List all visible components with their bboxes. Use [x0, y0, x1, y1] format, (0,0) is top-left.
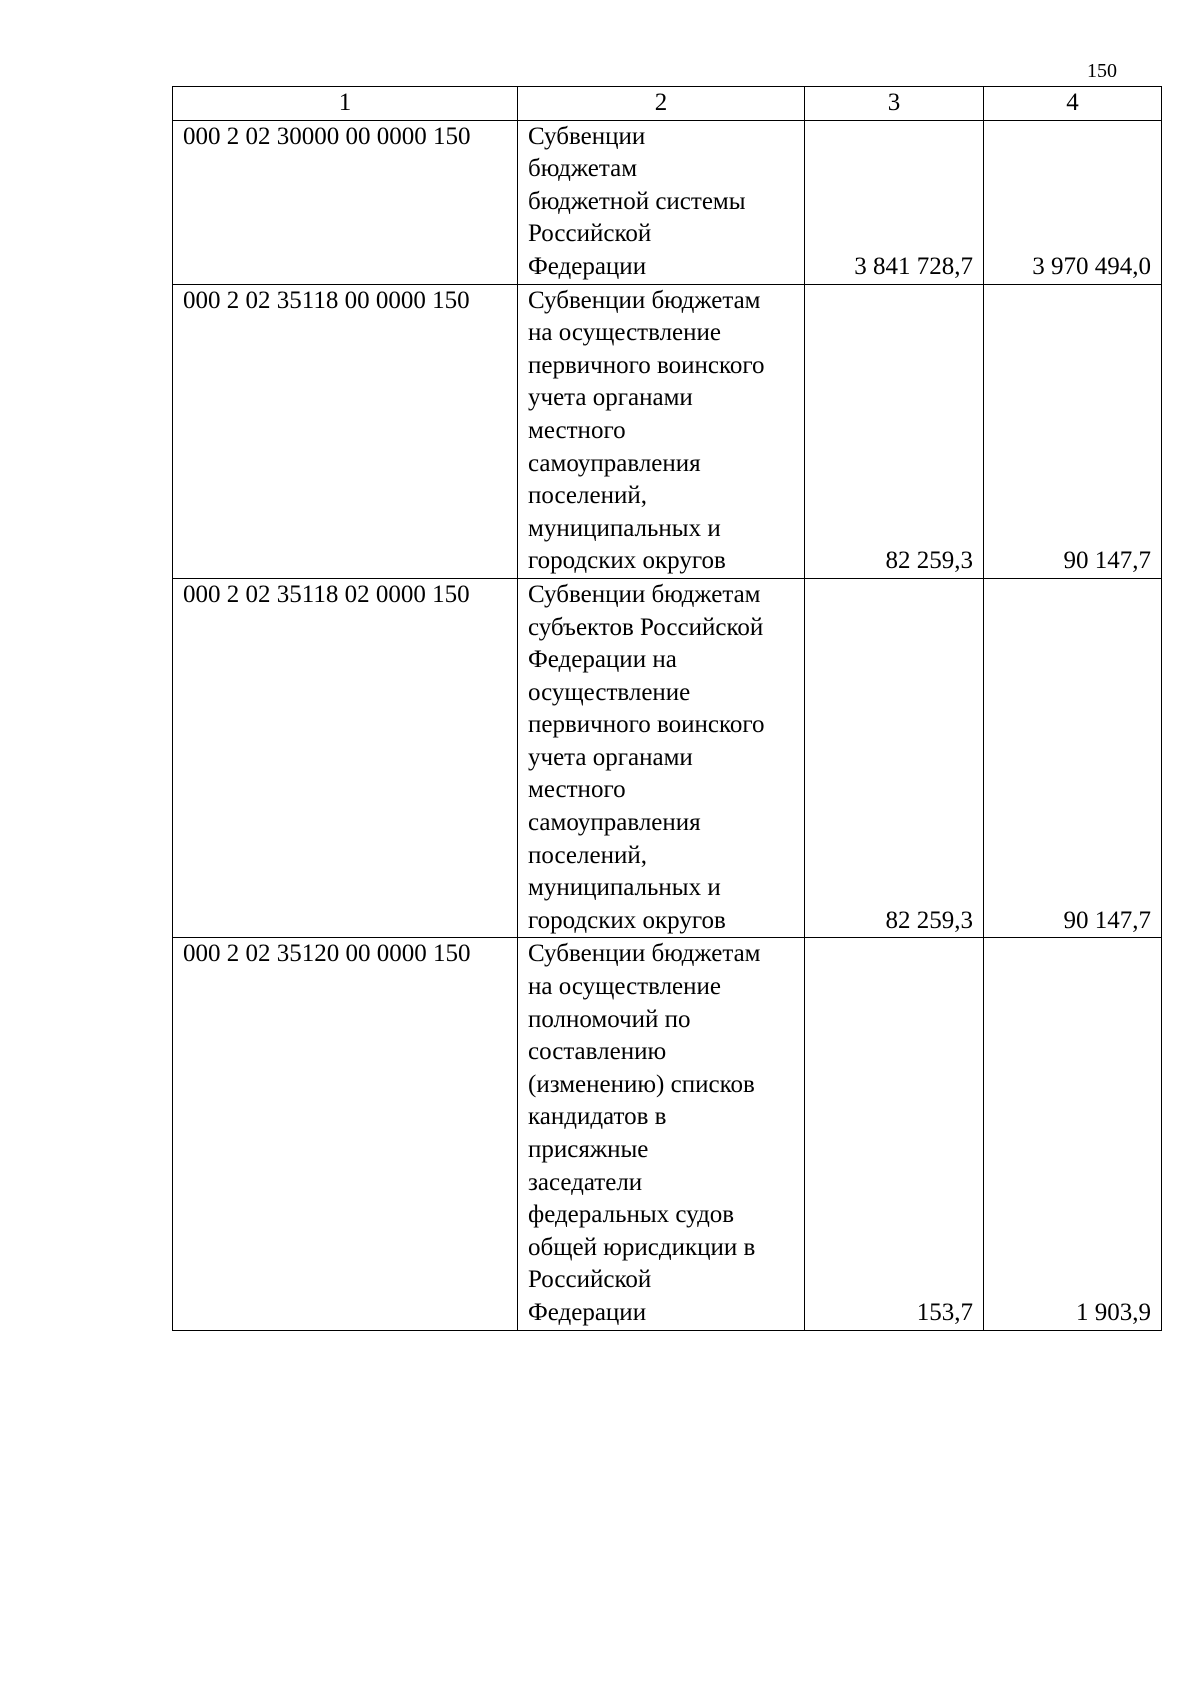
header-row [173, 87, 1162, 121]
amount-col4-cell: 1 903,9 [984, 938, 1162, 1330]
column-header-3: 3 [805, 87, 984, 121]
amount-col4-cell: 90 147,7 [984, 578, 1162, 938]
budget-code-cell: 000 2 02 35118 00 0000 150 [173, 284, 518, 578]
budget-table [172, 86, 1162, 1331]
table-row [173, 578, 1162, 938]
table-body [173, 120, 1162, 1330]
amount-col3-cell: 82 259,3 [805, 578, 984, 938]
amount-col3-cell: 153,7 [805, 938, 984, 1330]
table-row [173, 938, 1162, 1330]
column-header-4: 4 [984, 87, 1162, 121]
budget-code-cell: 000 2 02 35120 00 0000 150 [173, 938, 518, 1330]
amount-col3-cell: 3 841 728,7 [805, 120, 984, 284]
amount-col3-cell: 82 259,3 [805, 284, 984, 578]
budget-code-cell: 000 2 02 35118 02 0000 150 [173, 578, 518, 938]
table-row [173, 284, 1162, 578]
amount-col4-cell: 90 147,7 [984, 284, 1162, 578]
description-cell: Субвенции бюджетам бюджетной системы Российской Федерации [518, 120, 805, 284]
amount-col4-cell: 3 970 494,0 [984, 120, 1162, 284]
table-header [173, 87, 1162, 121]
budget-code-cell: 000 2 02 30000 00 0000 150 [173, 120, 518, 284]
table-row [173, 120, 1162, 284]
page-number: 150 [1087, 60, 1117, 82]
column-header-1: 1 [173, 87, 518, 121]
description-cell: Субвенции бюджетам на осуществление полномочий по составлению (изменению) списков кандидатов в присяжные заседатели федеральных судов общей юрисдикции в Российской Федерации [518, 938, 805, 1330]
description-cell: Субвенции бюджетам субъектов Российской Федерации на осуществление первичного воинского учета органами местного самоуправления поселений, муниципальных и городских округов [518, 578, 805, 938]
description-cell: Субвенции бюджетам на осуществление первичного воинского учета органами местного самоуправления поселений, муниципальных и городских округов [518, 284, 805, 578]
column-header-2: 2 [518, 87, 805, 121]
